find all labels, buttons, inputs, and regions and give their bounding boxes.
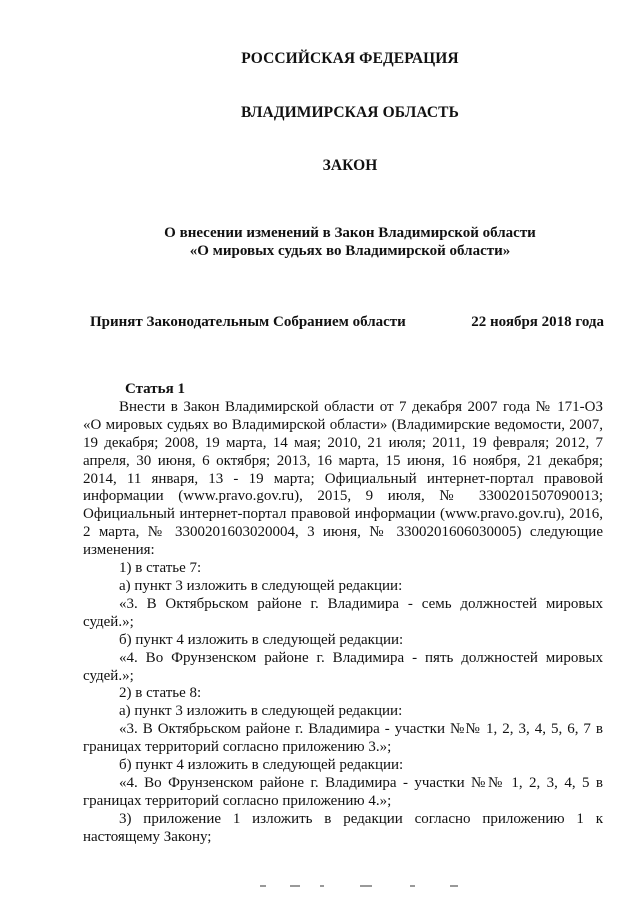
article-paragraph: Внести в Закон Владимирской области от 7 декабря 2007 года № 171-ОЗ «О мировых судьях во Владимирской области» (Владимирские ведомости, 2007, 19 декабря; 2008, 19 марта, 14 мая; 2010, 21 июля; 2011, 19 февраля; 2012, 7 апреля, 30 июня, 6 октября; 2013, 16 марта, 15 июня, 16 ноября, 21 декабря; 2014, 11 января, 13 - 19 марта; Официальный интернет-портал правовой информации (www.pravo.gov.ru), 2015, 9 июля, № 3300201507090013; Официальный интернет-портал правовой информации (www.pravo.gov.ru), 2016, 2 марта, № 3300201603020004, 3 июня, № 3300201606030005) следующие изменения: bbox=[83, 398, 603, 559]
article-paragraph: «4. Во Фрунзенском районе г. Владимира - пять должностей мировых судей.»; bbox=[83, 649, 603, 684]
article-paragraph: а) пункт 3 изложить в следующей редакции: bbox=[119, 703, 403, 720]
adopted-by-text: Принят Законодательным Собранием области bbox=[90, 314, 406, 330]
article-paragraph: 2) в статье 8: bbox=[119, 685, 202, 702]
law-subject-title: О внесении изменений в Закон Владимирской области «О мировых судьях во Владимирской области» bbox=[164, 225, 536, 259]
article-paragraph: а) пункт 3 изложить в следующей редакции: bbox=[119, 577, 403, 594]
article-paragraph: «3. В Октябрьском районе г. Владимира - участки №№ 1, 2, 3, 4, 5, 6, 7 в границах территорий согласно приложению 3.»; bbox=[83, 721, 603, 756]
country-heading: РОССИЙСКАЯ ФЕДЕРАЦИЯ bbox=[241, 50, 459, 67]
article-paragraph: 1) в статье 7: bbox=[119, 560, 202, 577]
article-body bbox=[83, 381, 603, 847]
article-paragraph: б) пункт 4 изложить в следующей редакции: bbox=[119, 631, 404, 648]
article-paragraph: б) пункт 4 изложить в следующей редакции: bbox=[119, 757, 404, 774]
document-type-heading: ЗАКОН bbox=[322, 157, 378, 174]
article-paragraph: «3. В Октябрьском районе г. Владимира - семь должностей мировых судей.»; bbox=[83, 595, 603, 630]
region-heading: ВЛАДИМИРСКАЯ ОБЛАСТЬ bbox=[241, 104, 459, 121]
adoption-date: 22 ноября 2018 года bbox=[471, 314, 604, 330]
article-paragraph: «4. Во Фрунзенском районе г. Владимира - участки №№ 1, 2, 3, 4, 5 в границах территорий согласно приложению 4.»; bbox=[83, 774, 603, 809]
bottom-scan-marks bbox=[250, 882, 490, 890]
article-title: Статья 1 bbox=[125, 381, 185, 397]
article-paragraph: 3) приложение 1 изложить в редакции согласно приложению 1 к настоящему Закону; bbox=[83, 810, 603, 845]
